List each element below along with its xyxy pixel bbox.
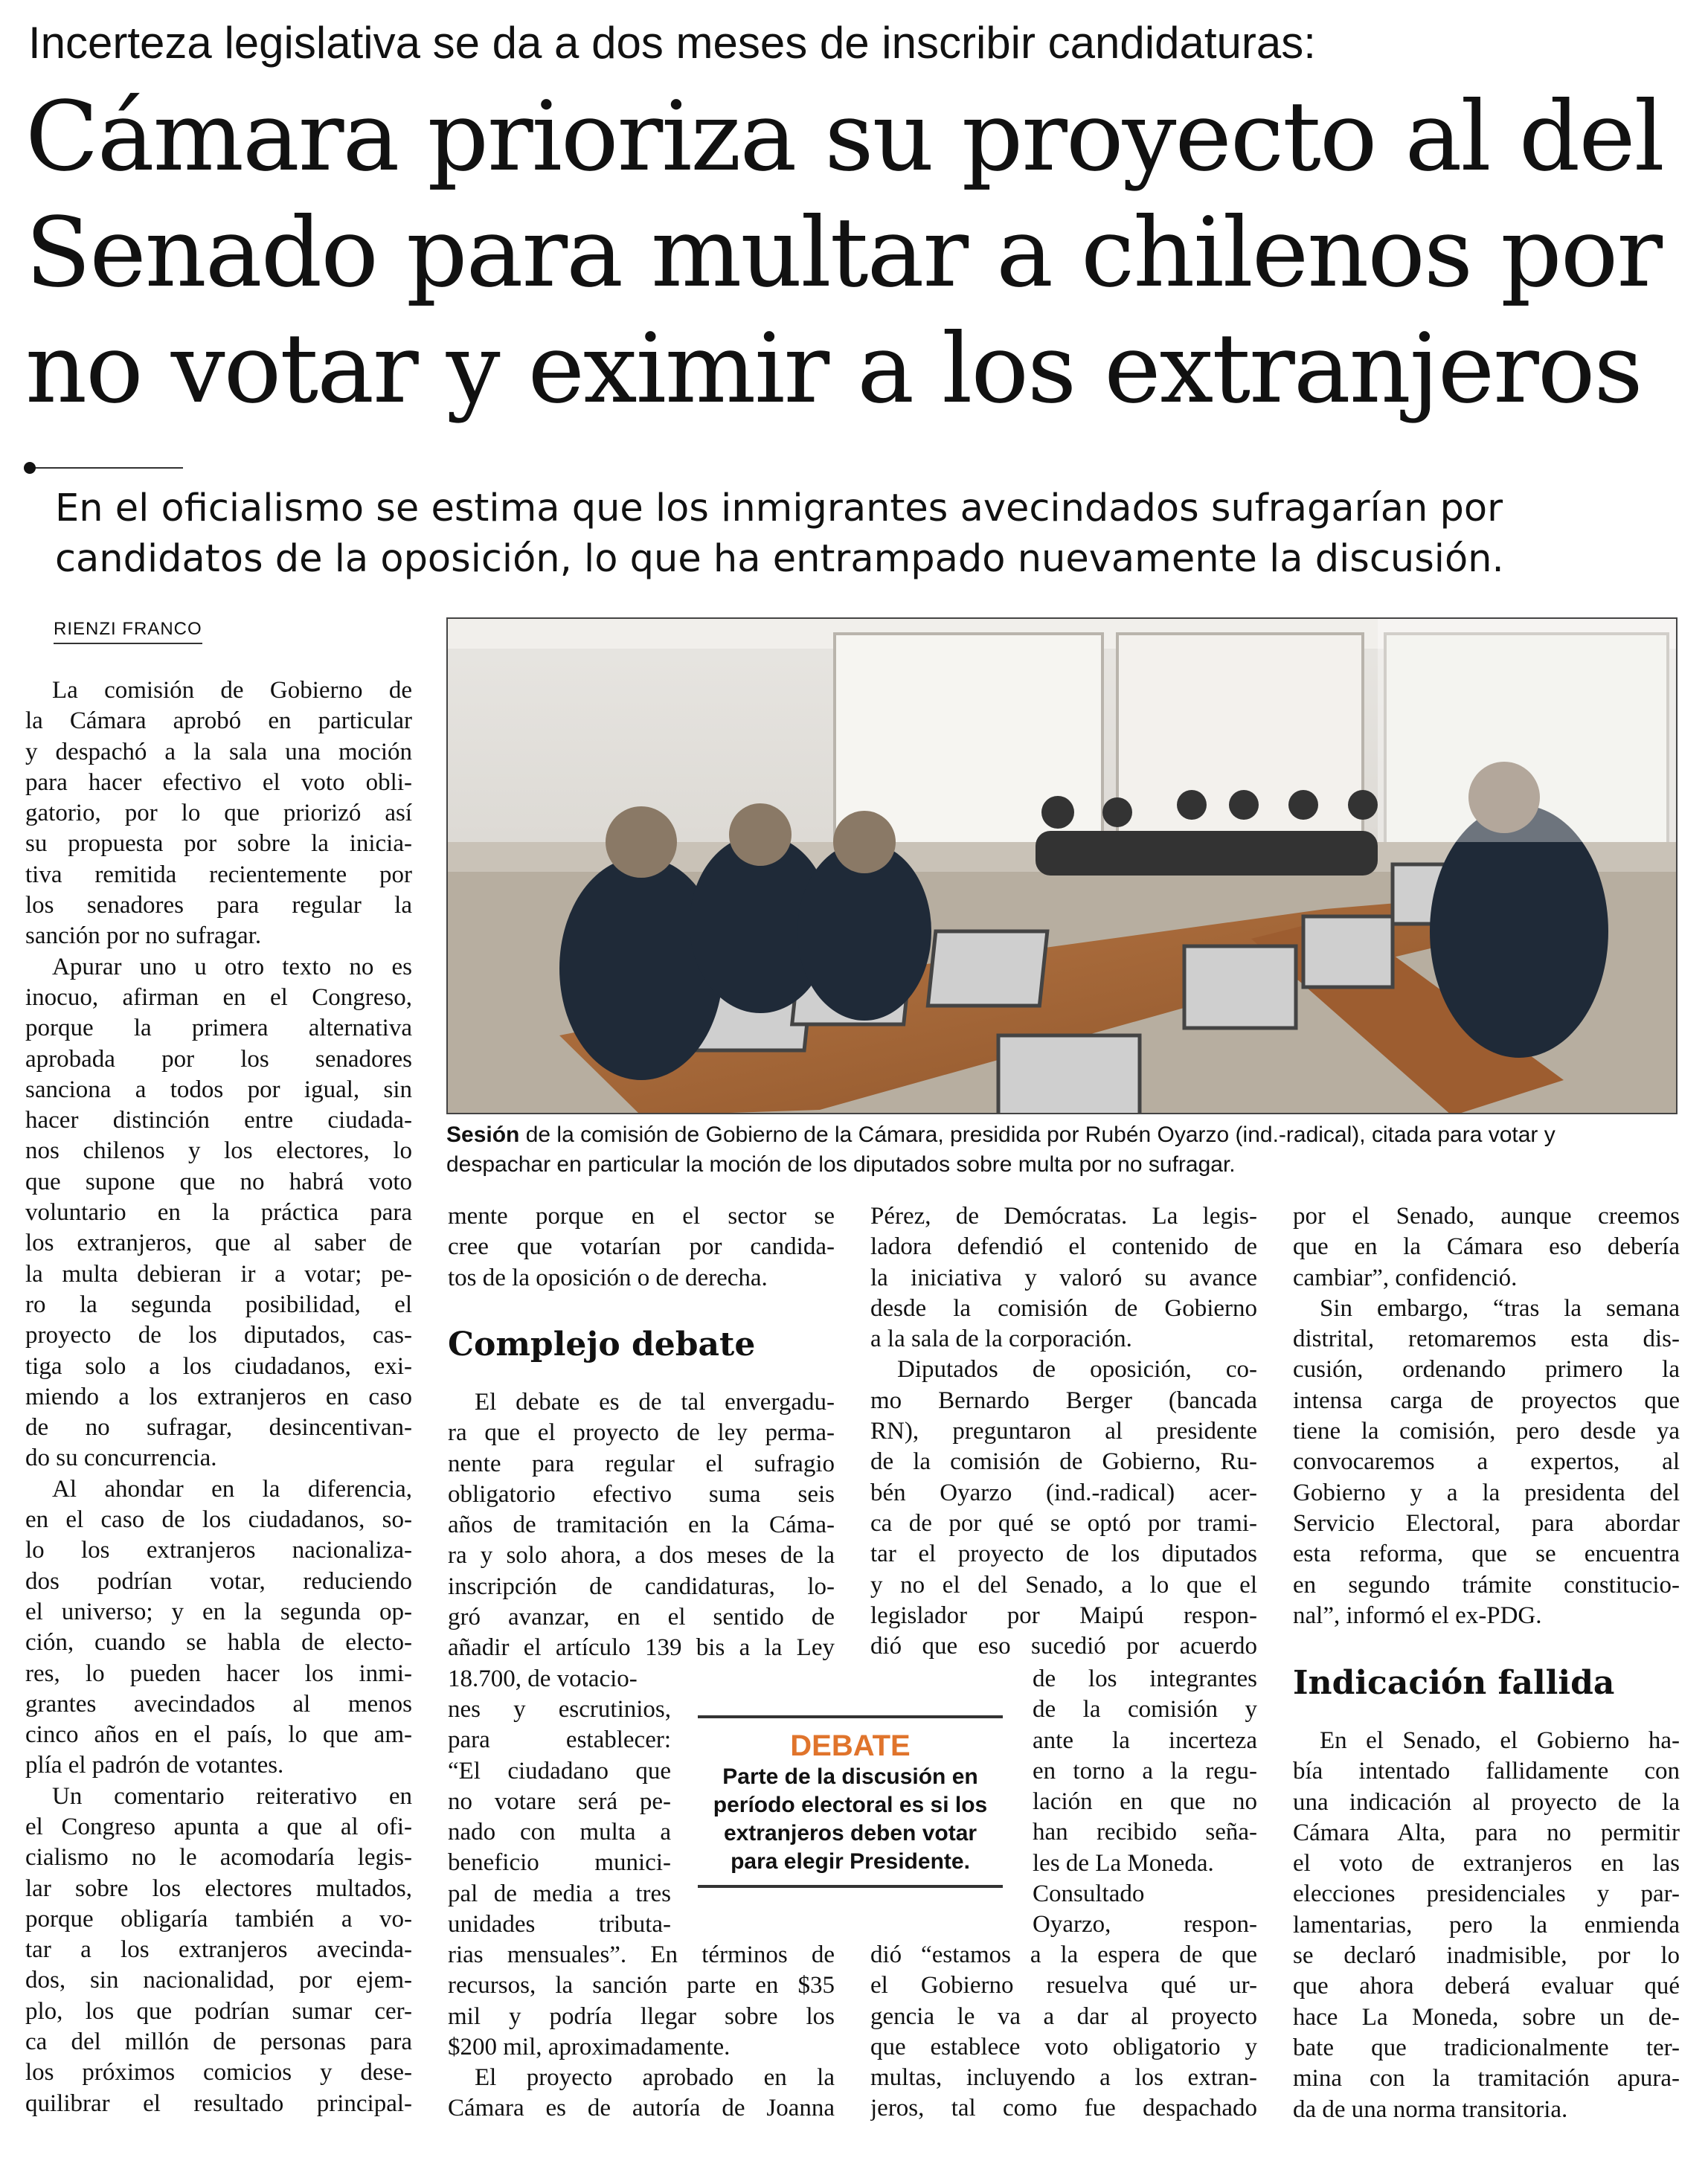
text-line: hace La Moneda, sobre un de- [1293, 2003, 1680, 2031]
text-line: que establece voto obligatorio y [870, 2033, 1257, 2060]
text-line: la multa debieran ir a votar; pe- [25, 1260, 412, 1288]
text-line: tar a los extranjeros avecinda- [25, 1936, 412, 1964]
text-line: plía el padrón de votantes. [25, 1752, 284, 1779]
column-3-body [870, 1201, 1257, 1662]
text-line: lo los extranjeros nacionaliza- [25, 1537, 412, 1564]
text-line: quilibrar el resultado principal- [25, 2089, 412, 2117]
text-line: ro la segunda posibilidad, el [25, 1291, 412, 1318]
text-line: lación en que no [1033, 1788, 1257, 1816]
text-line: res, lo pueden hacer los inmi- [25, 1660, 412, 1687]
column-2-intro [448, 1201, 835, 1294]
text-line: ca del millón de personas para [25, 2028, 412, 2056]
text-line: El proyecto aprobado en la [475, 2064, 835, 2092]
text-line: cambiar”, confidenció. [1293, 1264, 1518, 1291]
text-line: plo, los que podrían sumar cer- [25, 1997, 412, 2025]
text-line: nes y escrutinios, [448, 1696, 671, 1723]
text-line: En el Senado, el Gobierno ha- [1320, 1727, 1680, 1754]
text-line: Apurar uno u otro texto no es [52, 953, 412, 980]
section-heading-complejo-debate: Complejo debate [448, 1326, 756, 1363]
text-line: hacer distinción entre ciudada- [25, 1107, 412, 1134]
text-line: $200 mil, aproximadamente. [448, 2033, 731, 2060]
text-line: Un comentario reiterativo en [52, 1782, 412, 1810]
text-line: legislador por Maipú respon- [870, 1602, 1257, 1629]
text-line: añadir el artículo 139 bis a la Ley [448, 1634, 835, 1662]
text-line: miendo a los extranjeros en caso [25, 1383, 412, 1410]
text-line: multas, incluyendo a los extran- [870, 2064, 1257, 2092]
text-line: proyecto de los diputados, cas- [25, 1322, 412, 1349]
text-line: el Gobierno resuelva qué ur- [870, 1972, 1257, 1999]
text-line: en el caso de los ciudadanos, so- [25, 1506, 412, 1534]
text-line: ladora defendió el contenido de [870, 1233, 1257, 1261]
text-line: en segundo trámite constitucio- [1293, 1571, 1680, 1599]
text-line: La comisión de Gobierno de [52, 677, 412, 704]
column-2-end [448, 1940, 835, 2124]
text-line: 18.700, de votacio- [448, 1665, 638, 1692]
text-line: distrital, retomaremos esta dis- [1293, 1326, 1680, 1353]
text-line: aprobada por los senadores [25, 1045, 412, 1073]
text-line: sanciona a todos por igual, sin [25, 1076, 412, 1103]
text-line: mo Bernardo Berger (bancada [870, 1387, 1257, 1414]
text-line: porque la primera alternativa [25, 1015, 412, 1042]
text-line: ra que el proyecto de ley perma- [448, 1419, 835, 1447]
deck-line: candidatos de la oposición, lo que ha entrampado nuevamente la discusión. [55, 537, 1504, 581]
column-1 [25, 675, 412, 2119]
deck-rule [27, 467, 183, 469]
text-line: rias mensuales”. En términos de [448, 1941, 835, 1968]
byline: RIENZI FRANCO [54, 619, 202, 644]
text-line: la iniciativa y valoró su avance [870, 1264, 1257, 1291]
text-line: nos chilenos y los electores, lo [25, 1137, 412, 1165]
caption-line [446, 1120, 1681, 1150]
text-line: y despachó a la sala una moción [25, 738, 412, 765]
text-line: Servicio Electoral, para abordar [1293, 1509, 1680, 1537]
text-line: Cámara es de autoría de Joanna [448, 2095, 835, 2122]
text-line: les de La Moneda. [1033, 1849, 1214, 1877]
text-line: mina con la tramitación apura- [1293, 2065, 1680, 2092]
text-line: y no el del Senado, a lo que el [870, 1571, 1257, 1599]
text-line: pal de media a tres [448, 1880, 671, 1907]
text-line: bate que tradicionalmente ter- [1293, 2034, 1680, 2061]
text-line: inocuo, afirman en el Congreso, [25, 983, 412, 1011]
text-line: RN), preguntaron al presidente [870, 1418, 1257, 1445]
text-line: los extranjeros, que al saber de [25, 1230, 412, 1257]
text-line: lamentarias, pero la enmienda [1293, 1911, 1680, 1938]
text-line: nal”, informó el ex-PDG. [1293, 1602, 1542, 1629]
text-line: cialismo no le acomodaría legis- [25, 1844, 412, 1872]
headline [25, 79, 1692, 427]
text-line: nado con multa a [448, 1819, 671, 1846]
text-line: bén Oyarzo (ind.-radical) acer- [870, 1479, 1257, 1506]
deck [55, 484, 1692, 585]
text-line: gatorio, por lo que priorizó así [25, 800, 412, 827]
text-line: a la sala de la corporación. [870, 1326, 1132, 1353]
text-line: de los integrantes [1033, 1665, 1257, 1692]
article-photo [446, 617, 1678, 1114]
text-line: el voto de extranjeros en las [1293, 1850, 1680, 1877]
section-heading-indicacion-fallida: Indicación fallida [1293, 1664, 1615, 1702]
text-line: tiene la comisión, pero desde ya [1293, 1418, 1680, 1445]
text-line: nente para regular el sufragio [448, 1450, 835, 1477]
text-line: el universo; y en la segunda op- [25, 1598, 412, 1625]
text-line: intensa carga de proyectos que [1293, 1387, 1680, 1414]
text-line: se declaró inadmisible, por lo [1293, 1942, 1680, 1970]
text-line: da de una norma transitoria. [1293, 2095, 1568, 2123]
text-line: ción, cuando se habla de electo- [25, 1629, 412, 1657]
pull-quote-line: Parte de la discusión en [722, 1764, 978, 1789]
text-line: El debate es de tal envergadu- [475, 1389, 835, 1416]
text-line: lar sobre los electores multados, [25, 1875, 412, 1902]
text-line: que en la Cámara eso debería [1293, 1233, 1680, 1261]
meeting-room-photo [448, 619, 1678, 1114]
text-line: sanción por no sufragar. [25, 922, 262, 950]
text-line: dió que eso sucedió por acuerdo [870, 1633, 1257, 1660]
deck-bullet [24, 462, 36, 474]
text-line: mil y podría llegar sobre los [448, 2002, 835, 2030]
caption-lead: Sesión [446, 1122, 520, 1147]
text-line: ante la incerteza [1033, 1726, 1257, 1754]
text-line: elecciones presidenciales y par- [1293, 1880, 1680, 1908]
text-line: jeros, tal como fue despachado [870, 2095, 1257, 2122]
text-line: Gobierno y a la presidenta del [1293, 1479, 1680, 1506]
text-line: el Congreso apunta a que al ofi- [25, 1813, 412, 1840]
text-line: Diputados de oposición, co- [897, 1356, 1257, 1384]
text-line: que supone que no habrá voto [25, 1168, 412, 1195]
kicker: Incerteza legislativa se da a dos meses de inscribir candidaturas: [28, 18, 1316, 68]
deck-line: En el oficialismo se estima que los inmigrantes avecindados sufragarían por [55, 486, 1503, 530]
text-line: do su concurrencia. [25, 1445, 217, 1472]
text-line: ca de por qué se optó por trami- [870, 1509, 1257, 1537]
text-line: una indicación al proyecto de la [1293, 1788, 1680, 1816]
text-line: gró avanzar, en el sentido de [448, 1604, 835, 1631]
text-line: dos podrían votar, reduciendo [25, 1567, 412, 1595]
text-line: los senadores para regular la [25, 892, 412, 919]
text-line: “El ciudadano que [448, 1757, 671, 1785]
column-3-wrap [1033, 1664, 1257, 1941]
text-line: por el Senado, aunque creemos [1293, 1203, 1680, 1230]
column-2-body [448, 1387, 835, 1694]
text-line: para establecer: [448, 1726, 671, 1754]
text-line: cusión, ordenando primero la [1293, 1356, 1680, 1384]
text-line: porque obligaría también a vo- [25, 1905, 412, 1933]
text-line: tos de la oposición o de derecha. [448, 1264, 768, 1291]
text-line: mente porque en el sector se [448, 1203, 835, 1230]
text-line: en torno a la regu- [1033, 1757, 1257, 1785]
text-line: su propuesta por sobre la inicia- [25, 830, 412, 858]
text-line: para hacer efectivo el voto obli- [25, 768, 412, 796]
text-line: Consultado [1033, 1880, 1145, 1908]
text-line: beneficio munici- [448, 1849, 671, 1877]
text-line: voluntario en la práctica para [25, 1199, 412, 1227]
column-2-wrap [448, 1694, 671, 1940]
text-line: convocaremos a expertos, al [1293, 1448, 1680, 1476]
headline-line: no votar y eximir a los extranjeros [25, 313, 1642, 425]
text-line: Sin embargo, “tras la semana [1320, 1294, 1680, 1322]
text-line: unidades tributa- [448, 1911, 671, 1938]
pull-quote-line: período electoral es si los [713, 1793, 988, 1817]
text-line: que ahora deberá evaluar qué [1293, 1973, 1680, 2000]
text-line: Pérez, de Demócratas. La legis- [870, 1203, 1257, 1230]
headline-line: Senado para multar a chilenos por [25, 197, 1662, 309]
pull-quote-line: extranjeros deben votar [723, 1821, 977, 1845]
text-line: la Cámara aprobó en particular [25, 707, 412, 735]
text-line: de la comisión de Gobierno, Ru- [870, 1448, 1257, 1476]
text-line: dos, sin nacionalidad, por ejem- [25, 1967, 412, 1994]
photo-caption [446, 1120, 1681, 1180]
text-line: de no sufragar, desincentivan- [25, 1414, 412, 1442]
pull-quote-title: DEBATE [790, 1729, 911, 1762]
text-line: grantes avecindados al menos [25, 1690, 412, 1718]
text-line: inscripción de candidaturas, lo- [448, 1573, 835, 1600]
column-4-body [1293, 1201, 1680, 1631]
text-line: los próximos comicios y dese- [25, 2059, 412, 2087]
column-3-end [870, 1940, 1257, 2124]
text-line: Cámara Alta, para no permitir [1293, 1819, 1680, 1846]
text-line: años de tramitación en la Cáma- [448, 1512, 835, 1539]
text-line: gencia le va a dar al proyecto [870, 2002, 1257, 2030]
text-line: esta reforma, que se encuentra [1293, 1541, 1680, 1568]
text-line: ra y solo ahora, a dos meses de la [448, 1542, 835, 1570]
pull-quote-box [698, 1715, 1003, 1888]
text-line: han recibido seña- [1033, 1819, 1257, 1846]
text-line: cinco años en el país, lo que am- [25, 1721, 412, 1749]
caption-text: de la comisión de Gobierno de la Cámara, presidida por Rubén Oyarzo (ind.-radical), citada para votar y [519, 1122, 1556, 1147]
text-line: tiga solo a los ciudadanos, exi- [25, 1352, 412, 1380]
text-line: obligatorio efectivo suma seis [448, 1480, 835, 1508]
text-line: tiva remitida recientemente por [25, 861, 412, 888]
text-line: recursos, la sanción parte en $35 [448, 1972, 835, 1999]
text-line: bía intentado fallidamente con [1293, 1758, 1680, 1785]
text-line: Al ahondar en la diferencia, [52, 1475, 412, 1503]
column-4-end [1293, 1726, 1680, 2125]
text-line: no votare será pe- [448, 1787, 671, 1815]
pull-quote-text [698, 1763, 1003, 1876]
caption-line: despachar en particular la moción de los diputados sobre multa por no sufragar. [446, 1152, 1236, 1177]
pull-quote-line: para elegir Presidente. [731, 1849, 970, 1874]
text-line: desde la comisión de Gobierno [870, 1294, 1257, 1322]
headline-line: Cámara prioriza su proyecto al del [25, 81, 1663, 193]
text-line: de la comisión y [1033, 1696, 1257, 1724]
text-line: cree que votarían por candida- [448, 1233, 835, 1261]
text-line: dió “estamos a la espera de que [870, 1941, 1257, 1968]
text-line: tar el proyecto de los diputados [870, 1541, 1257, 1568]
text-line: Oyarzo, respon- [1033, 1911, 1257, 1938]
